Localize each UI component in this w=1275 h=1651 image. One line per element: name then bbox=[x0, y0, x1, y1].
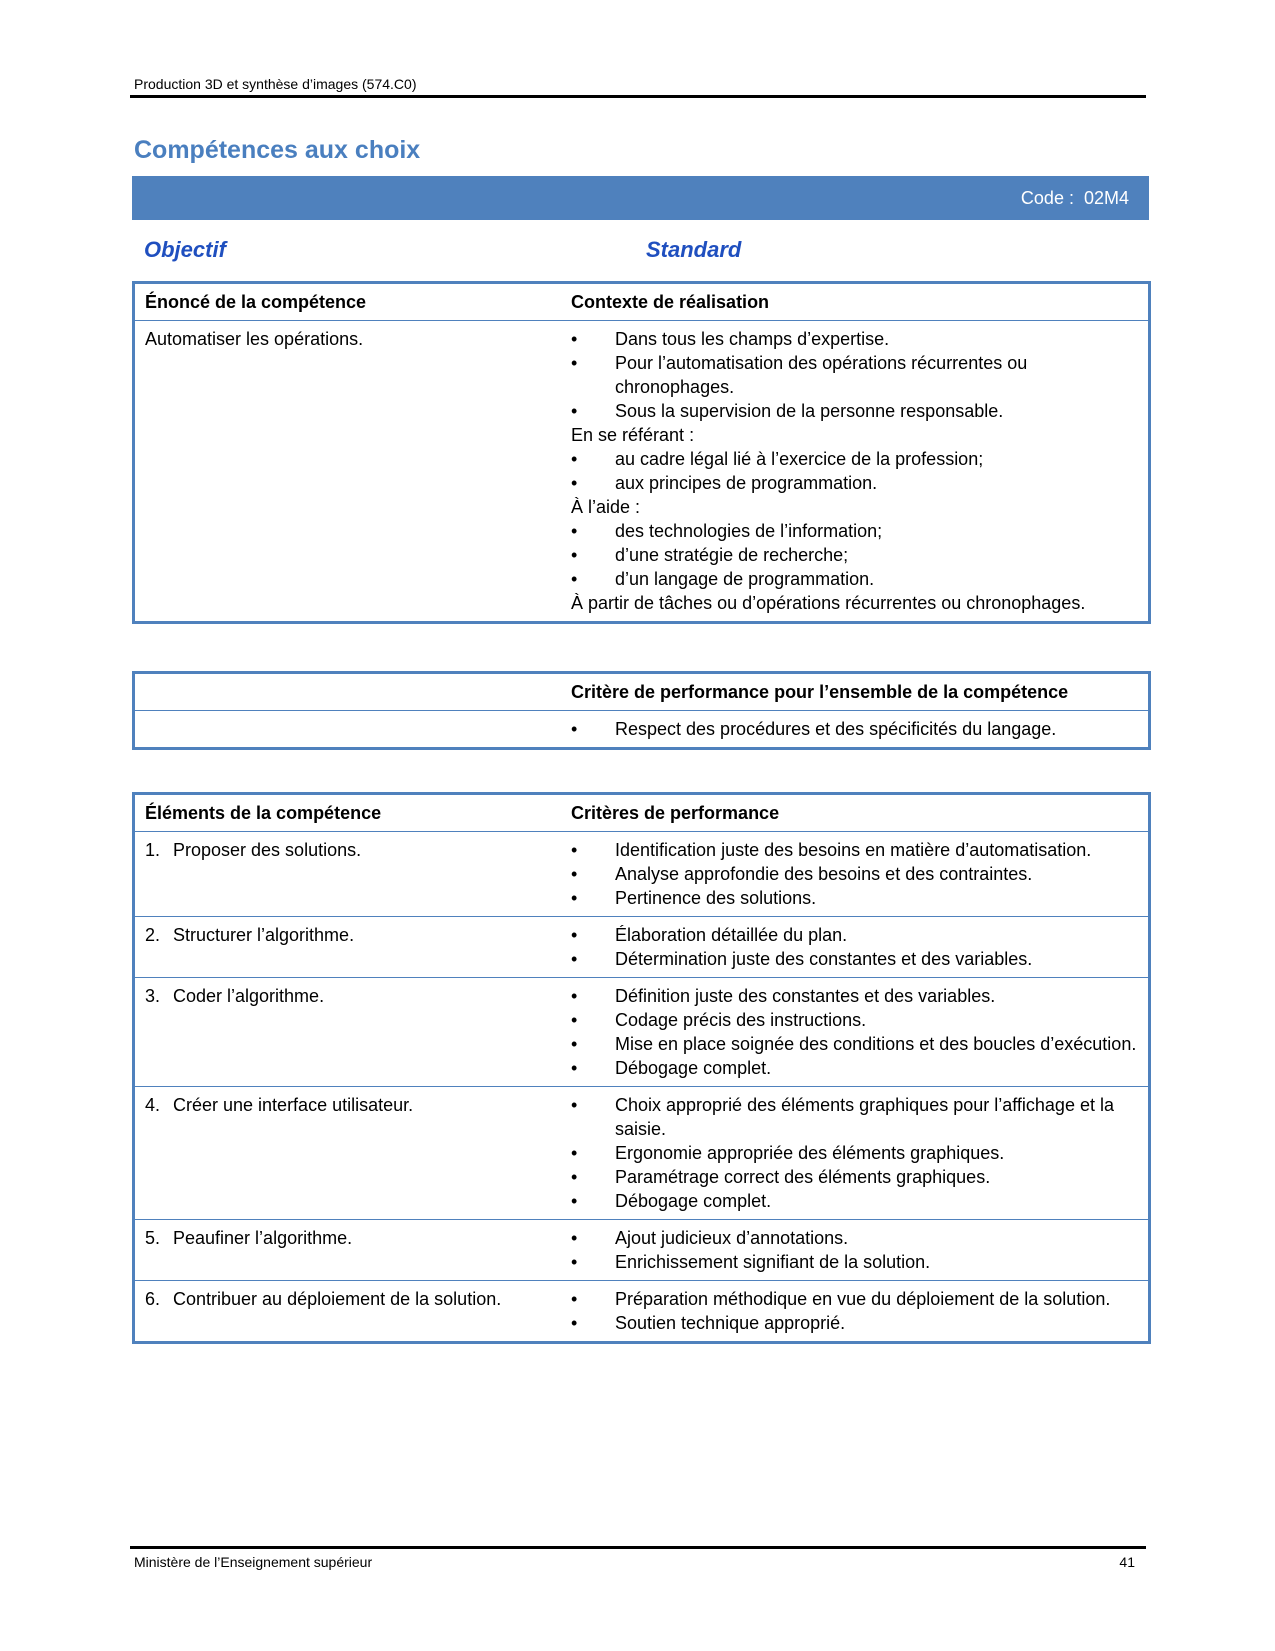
list-item: • Mise en place soignée des conditions et des boucles d’exécution. bbox=[571, 1032, 1138, 1056]
list-item: • Préparation méthodique en vue du déploiement de la solution. bbox=[571, 1287, 1138, 1311]
criteria-cell bbox=[565, 1281, 1148, 1341]
list-item: • Respect des procédures et des spécificités du langage. bbox=[571, 717, 1138, 741]
table2-empty-cell bbox=[135, 711, 565, 747]
list-item: • aux principes de programmation. bbox=[571, 471, 1138, 495]
list-item: • d’une stratégie de recherche; bbox=[571, 543, 1138, 567]
list-item: • d’un langage de programmation. bbox=[571, 567, 1138, 591]
competency-statement: Automatiser les opérations. bbox=[145, 329, 364, 349]
context-header: Contexte de réalisation bbox=[571, 292, 770, 312]
element-text: Contribuer au déploiement de la solution. bbox=[173, 1289, 502, 1309]
element-text: Structurer l’algorithme. bbox=[173, 925, 355, 945]
element-cell bbox=[135, 832, 565, 916]
list-item: • Identification juste des besoins en matière d’automatisation. bbox=[571, 838, 1138, 862]
element-number: 4. bbox=[145, 1095, 161, 1115]
table-row bbox=[135, 1219, 1148, 1280]
section-title: Compétences aux choix bbox=[134, 136, 421, 164]
overall-criteria-content bbox=[565, 711, 1148, 747]
table1-header-row bbox=[135, 284, 1148, 320]
element-number: 3. bbox=[145, 986, 161, 1006]
table-row bbox=[135, 977, 1148, 1086]
elements-header: Éléments de la compétence bbox=[145, 803, 382, 823]
element-cell bbox=[135, 1087, 565, 1219]
context-list-c bbox=[571, 519, 1138, 591]
criteria-list bbox=[571, 923, 1138, 971]
table2-body-row bbox=[135, 710, 1148, 747]
table2-empty-cell bbox=[135, 674, 565, 710]
list-item: • des technologies de l’information; bbox=[571, 519, 1138, 543]
list-item: • au cadre légal lié à l’exercice de la profession; bbox=[571, 447, 1138, 471]
statement-context-table bbox=[132, 281, 1151, 624]
header-divider bbox=[130, 95, 1146, 98]
list-item: • Pour l’automatisation des opérations récurrentes ou chronophages. bbox=[571, 351, 1138, 399]
criteria-list bbox=[571, 1287, 1138, 1335]
context-list-b bbox=[571, 447, 1138, 495]
criteria-cell bbox=[565, 917, 1148, 977]
code-label: Code : bbox=[1020, 188, 1074, 208]
statement-header: Énoncé de la compétence bbox=[145, 292, 367, 312]
table1-body-row bbox=[135, 320, 1148, 621]
document-header-title: Production 3D et synthèse d’images (574.C0) bbox=[134, 76, 417, 92]
list-item: • Ajout judicieux d’annotations. bbox=[571, 1226, 1138, 1250]
criteria-cell bbox=[565, 832, 1148, 916]
list-item: • Débogage complet. bbox=[571, 1189, 1138, 1213]
list-item: • Sous la supervision de la personne responsable. bbox=[571, 399, 1138, 423]
element-number: 1. bbox=[145, 840, 161, 860]
list-item: • Enrichissement signifiant de la solution. bbox=[571, 1250, 1138, 1274]
element-text: Créer une interface utilisateur. bbox=[173, 1095, 414, 1115]
footer-divider bbox=[130, 1546, 1146, 1549]
element-text: Proposer des solutions. bbox=[173, 840, 362, 860]
list-item: • Dans tous les champs d’expertise. bbox=[571, 327, 1138, 351]
element-cell bbox=[135, 917, 565, 977]
list-item: • Paramétrage correct des éléments graphiques. bbox=[571, 1165, 1138, 1189]
list-item: • Définition juste des constantes et des variables. bbox=[571, 984, 1138, 1008]
criteria-cell bbox=[565, 978, 1148, 1086]
code-value: 02M4 bbox=[1083, 188, 1129, 208]
context-closing: À partir de tâches ou d’opérations récurrentes ou chronophages. bbox=[571, 593, 1086, 613]
list-item: • Codage précis des instructions. bbox=[571, 1008, 1138, 1032]
criteria-header: Critères de performance bbox=[571, 803, 780, 823]
element-number: 2. bbox=[145, 925, 161, 945]
list-item: • Soutien technique approprié. bbox=[571, 1311, 1138, 1335]
list-item: • Détermination juste des constantes et des variables. bbox=[571, 947, 1138, 971]
criteria-cell bbox=[565, 1087, 1148, 1219]
standard-label: Standard bbox=[646, 237, 742, 262]
criteria-list bbox=[571, 1226, 1138, 1274]
table2-header-row bbox=[135, 674, 1148, 710]
list-item: • Débogage complet. bbox=[571, 1056, 1138, 1080]
code-bar bbox=[132, 176, 1149, 220]
criteria-cell bbox=[565, 1220, 1148, 1280]
competency-code bbox=[1021, 188, 1129, 209]
context-content bbox=[565, 321, 1148, 621]
elements-criteria-table bbox=[132, 792, 1151, 1344]
context-intro-c: À l’aide : bbox=[571, 497, 641, 517]
page-number: 41 bbox=[1119, 1554, 1135, 1570]
list-item: • Choix approprié des éléments graphiques pour l’affichage et la saisie. bbox=[571, 1093, 1138, 1141]
element-cell bbox=[135, 1220, 565, 1280]
overall-criteria-table bbox=[132, 671, 1151, 750]
element-text: Peaufiner l’algorithme. bbox=[173, 1228, 353, 1248]
list-item: • Analyse approfondie des besoins et des contraintes. bbox=[571, 862, 1138, 886]
context-list-a bbox=[571, 327, 1138, 423]
element-cell bbox=[135, 978, 565, 1086]
list-item: • Élaboration détaillée du plan. bbox=[571, 923, 1138, 947]
element-text: Coder l’algorithme. bbox=[173, 986, 325, 1006]
table-row bbox=[135, 831, 1148, 916]
objective-label: Objectif bbox=[144, 237, 226, 262]
criteria-list bbox=[571, 1093, 1138, 1213]
table-row bbox=[135, 1280, 1148, 1341]
overall-criteria-header: Critère de performance pour l’ensemble de la compétence bbox=[571, 682, 1069, 702]
list-item: • Ergonomie appropriée des éléments graphiques. bbox=[571, 1141, 1138, 1165]
criteria-list bbox=[571, 838, 1138, 910]
context-intro-b: En se référant : bbox=[571, 425, 695, 445]
table-row bbox=[135, 916, 1148, 977]
element-cell bbox=[135, 1281, 565, 1341]
table3-header-row bbox=[135, 795, 1148, 831]
table-row bbox=[135, 1086, 1148, 1219]
footer-ministry: Ministère de l’Enseignement supérieur bbox=[134, 1554, 373, 1570]
element-number: 6. bbox=[145, 1289, 161, 1309]
list-item: • Pertinence des solutions. bbox=[571, 886, 1138, 910]
element-number: 5. bbox=[145, 1228, 161, 1248]
overall-criteria-list bbox=[571, 717, 1138, 741]
criteria-list bbox=[571, 984, 1138, 1080]
